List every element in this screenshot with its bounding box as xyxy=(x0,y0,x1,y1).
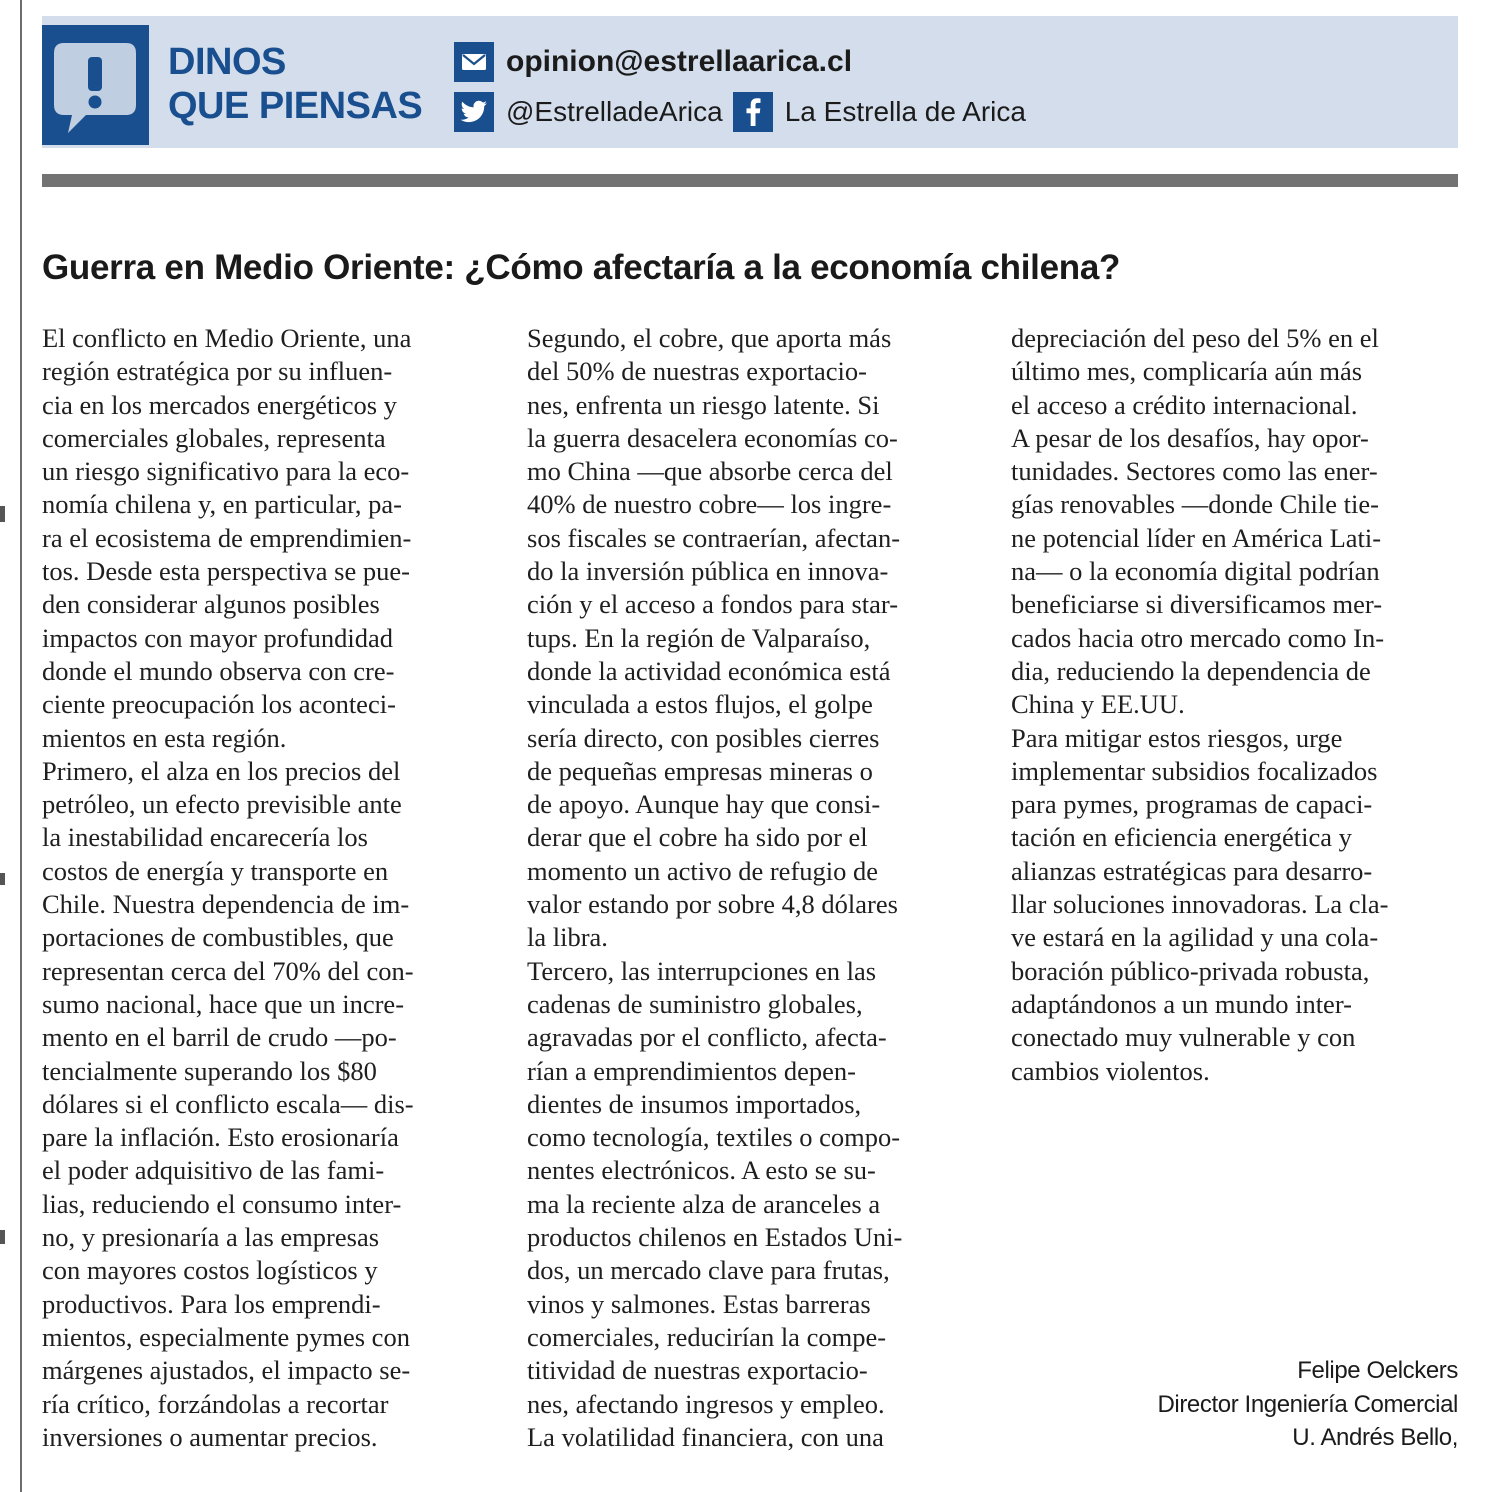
article-text-line: mo China —que absorbe cerca del xyxy=(527,456,893,487)
article-column-2 xyxy=(527,322,989,1454)
article-text-line: la guerra desacelera economías co- xyxy=(527,422,898,453)
article-text-line: último mes, complicaría aún más xyxy=(1011,356,1363,387)
article-text-line: Primero, el alza en los precios del xyxy=(42,755,401,786)
article-text-line: del 50% de nuestras exportacio- xyxy=(527,356,867,387)
article-text-line: cia en los mercados energéticos y xyxy=(42,389,397,420)
article-text-line: mientos en esta región. xyxy=(42,722,287,753)
article-text-line: ne potencial líder en América Lati- xyxy=(1011,522,1382,553)
article-text-line: petróleo, un efecto previsible ante xyxy=(42,789,402,820)
article-text-line: gías renovables —donde Chile tie- xyxy=(1011,489,1379,520)
article-text-line: tups. En la región de Valparaíso, xyxy=(527,622,871,653)
author-signature xyxy=(1157,1354,1458,1455)
article-text-line: tunidades. Sectores como las ener- xyxy=(1011,456,1378,487)
article-text-line: impactos con mayor profundidad xyxy=(42,622,394,653)
author-name: Felipe Oelckers xyxy=(1297,1357,1458,1384)
article-text-line: sería directo, con posibles cierres xyxy=(527,722,880,753)
article-text-line: titividad de nuestras exportacio- xyxy=(527,1355,868,1386)
email-contact xyxy=(454,42,852,82)
edge-mark xyxy=(0,1230,5,1244)
speech-bubble-icon xyxy=(42,25,149,145)
social-contacts xyxy=(454,92,1026,132)
article-text-line: implementar subsidios focalizados xyxy=(1011,755,1378,786)
article-text-line: llar soluciones innovadoras. La cla- xyxy=(1011,889,1389,920)
article-text-line: portaciones de combustibles, que xyxy=(42,922,394,953)
author-title: Director Ingeniería Comercial xyxy=(1157,1390,1458,1418)
article-text-line: representan cerca del 70% del con- xyxy=(42,955,414,986)
twitter-bird-icon xyxy=(454,92,494,132)
article-text-line: costos de energía y transporte en xyxy=(42,855,389,886)
twitter-handle[interactable]: @EstrelladeArica xyxy=(506,96,723,127)
article-text-line: rían a emprendimientos depen- xyxy=(527,1055,856,1086)
article-text-line: tencialmente superando los $80 xyxy=(42,1055,377,1086)
article-text-line: vinos y salmones. Estas barreras xyxy=(527,1288,871,1319)
article-text-line: tos. Desde esta perspectiva se pue- xyxy=(42,556,410,587)
article-text-line: con mayores costos logísticos y xyxy=(42,1255,378,1286)
page-edge xyxy=(0,0,24,1492)
article-column-1 xyxy=(42,322,504,1454)
article-text-line: adaptándonos a un mundo inter- xyxy=(1011,988,1352,1019)
edge-mark xyxy=(0,873,5,885)
article-text-line: tación en eficiencia energética y xyxy=(1011,822,1352,853)
article-text-line: un riesgo significativo para la eco- xyxy=(42,456,410,487)
article-text-line: donde el mundo observa con cre- xyxy=(42,655,395,686)
section-divider xyxy=(42,174,1458,187)
article-text-line: dos, un mercado clave para frutas, xyxy=(527,1255,890,1286)
article-text-line: do la inversión pública en innova- xyxy=(527,556,889,587)
article-text-line: inversiones o aumentar precios. xyxy=(42,1421,378,1452)
article-text-line: ría crítico, forzándolas a recortar xyxy=(42,1388,389,1419)
article-text-line: nomía chilena y, en particular, pa- xyxy=(42,489,402,520)
article-text-line: boración público-privada robusta, xyxy=(1011,955,1370,986)
article-text-line: márgenes ajustados, el impacto se- xyxy=(42,1355,411,1386)
article-text-line: dientes de insumos importados, xyxy=(527,1088,862,1119)
article-headline: Guerra en Medio Oriente: ¿Cómo afectaría a la economía chilena? xyxy=(42,248,1121,287)
article-text-line: ve estará en la agilidad y una cola- xyxy=(1011,922,1379,953)
article-text-line: comerciales, reducirían la compe- xyxy=(527,1321,887,1352)
article-text-line: 40% de nuestro cobre— los ingre- xyxy=(527,489,892,520)
article-text-line: nentes electrónicos. A esto se su- xyxy=(527,1155,876,1186)
article-text-line: den considerar algunos posibles xyxy=(42,589,380,620)
article-text-line: dia, reduciendo la dependencia de xyxy=(1011,655,1371,686)
article-text-line: la inestabilidad encarecería los xyxy=(42,822,368,853)
page-edge-rule xyxy=(20,0,22,1492)
author-institution: U. Andrés Bello, xyxy=(1292,1424,1458,1451)
article-text-line: derar que el cobre ha sido por el xyxy=(527,822,868,853)
facebook-f-icon xyxy=(733,92,773,132)
article-text-line: nes, enfrenta un riesgo latente. Si xyxy=(527,389,880,420)
article-text-line: el poder adquisitivo de las fami- xyxy=(42,1155,385,1186)
article-text-line: ma la reciente alza de aranceles a xyxy=(527,1188,881,1219)
article-text-line: beneficiarse si diversificamos mer- xyxy=(1011,589,1383,620)
article-text-line: ciente preocupación los aconteci- xyxy=(42,689,396,720)
article-text-line: productivos. Para los emprendi- xyxy=(42,1288,381,1319)
facebook-page[interactable]: La Estrella de Arica xyxy=(784,96,1026,127)
article-text-line: sumo nacional, hace que un incre- xyxy=(42,988,405,1019)
article-text-line: cambios violentos. xyxy=(1011,1055,1210,1086)
article-text-line: de apoyo. Aunque hay que consi- xyxy=(527,789,881,820)
article-text-line: Segundo, el cobre, que aporta más xyxy=(527,323,892,353)
article-text-line: región estratégica por su influen- xyxy=(42,356,393,387)
article-text-line: valor estando por sobre 4,8 dólares xyxy=(527,889,898,920)
article-text-line: El conflicto en Medio Oriente, una xyxy=(42,323,412,353)
article-text-line: para pymes, programas de capaci- xyxy=(1011,789,1373,820)
article-text-line: momento un activo de refugio de xyxy=(527,855,879,886)
article-text-line: cadenas de suministro globales, xyxy=(527,988,863,1019)
article-text-line: na— o la economía digital podrían xyxy=(1011,556,1380,587)
article-column-3 xyxy=(1011,322,1473,1088)
article-text-line: Tercero, las interrupciones en las xyxy=(527,955,877,986)
article-text-line: sos fiscales se contraerían, afectan- xyxy=(527,522,901,553)
article-text-line: productos chilenos en Estados Uni- xyxy=(527,1222,903,1253)
article-text-line: La volatilidad financiera, con una xyxy=(527,1421,884,1452)
opinion-banner xyxy=(42,16,1458,148)
article-text-line: Chile. Nuestra dependencia de im- xyxy=(42,889,410,920)
article-text-line: como tecnología, textiles o compo- xyxy=(527,1122,901,1153)
article-text-line: no, y presionaría a las empresas xyxy=(42,1222,380,1253)
article-text-line: dólares si el conflicto escala— dis- xyxy=(42,1088,414,1119)
article-text-line: agravadas por el conflicto, afecta- xyxy=(527,1022,887,1053)
article-text-line: el acceso a crédito internacional. xyxy=(1011,389,1358,420)
article-text-line: la libra. xyxy=(527,922,608,953)
article-text-line: Para mitigar estos riesgos, urge xyxy=(1011,722,1343,753)
banner-title xyxy=(168,40,422,128)
banner-title-line1: DINOS xyxy=(168,41,286,83)
article-text-line: nes, afectando ingresos y empleo. xyxy=(527,1388,885,1419)
article-text-line: pare la inflación. Esto erosionaría xyxy=(42,1122,399,1153)
article-text-line: China y EE.UU. xyxy=(1011,689,1185,720)
article-text-line: comerciales globales, representa xyxy=(42,422,386,453)
article-text-line: mientos, especialmente pymes con xyxy=(42,1321,410,1352)
article-text-line: cados hacia otro mercado como In- xyxy=(1011,622,1385,653)
envelope-icon xyxy=(454,42,494,82)
article-text-line: alianzas estratégicas para desarro- xyxy=(1011,855,1373,886)
email-address[interactable]: opinion@estrellaarica.cl xyxy=(506,45,853,78)
article-text-line: vinculada a estos flujos, el golpe xyxy=(527,689,873,720)
article-text-line: depreciación del peso del 5% en el xyxy=(1011,323,1379,353)
edge-mark xyxy=(0,506,5,522)
article-text-line: donde la actividad económica está xyxy=(527,655,891,686)
article-text-line: ción y el acceso a fondos para star- xyxy=(527,589,899,620)
banner-title-line2: QUE PIENSAS xyxy=(168,85,423,127)
article-text-line: mento en el barril de crudo —po- xyxy=(42,1022,397,1053)
article-text-line: de pequeñas empresas mineras o xyxy=(527,755,873,786)
article-text-line: A pesar de los desafíos, hay opor- xyxy=(1011,422,1369,453)
article-text-line: ra el ecosistema de emprendimien- xyxy=(42,522,412,553)
article-text-line: lias, reduciendo el consumo inter- xyxy=(42,1188,402,1219)
article-text-line: conectado muy vulnerable y con xyxy=(1011,1022,1356,1053)
